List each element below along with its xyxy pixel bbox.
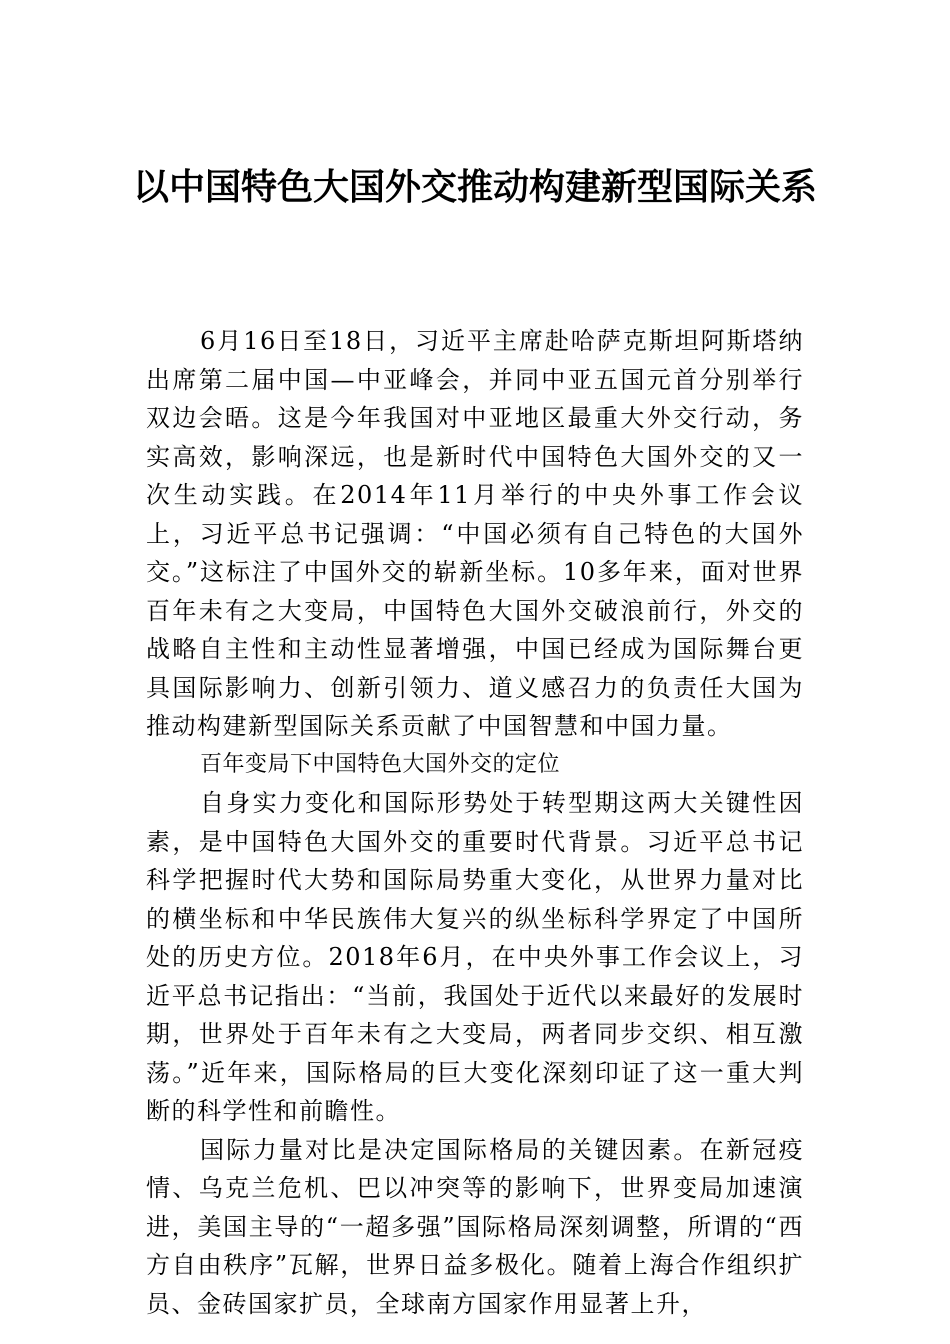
paragraph-background: 自身实力变化和国际形势处于转型期这两大关键性因素，是中国特色大国外交的重要时代背景。习近平总书记科学把握时代大势和国际局势重大变化，从世界力量对比的横坐标和中华民族伟大复兴的纵坐标科学界定了中国所处的历史方位。2018年6月，在中央外事工作会议上，习近平总书记指出：“当前，我国处于近代以来最好的发展时期，世界处于百年未有之大变局，两者同步交织、相互激荡。”近年来，国际格局的巨大变化深刻印证了这一重大判断的科学性和前瞻性。 bbox=[146, 789, 804, 1125]
document-body bbox=[146, 322, 804, 1323]
paragraph-balance-of-power: 国际力量对比是决定国际格局的关键因素。在新冠疫情、乌克兰危机、巴以冲突等的影响下，世界变局加速演进，美国主导的“一超多强”国际格局深刻调整，所谓的“西方自由秩序”瓦解，世界日益多极化。随着上海合作组织扩员、金砖国家扩员，全球南方国家作用显著上升， bbox=[146, 1135, 804, 1318]
section-heading: 百年变局下中国特色大国外交的定位 bbox=[200, 751, 561, 777]
document-title: 以中国特色大国外交推动构建新型国际关系 bbox=[132, 167, 817, 208]
paragraph-intro: 6月16日至18日，习近平主席赴哈萨克斯坦阿斯塔纳出席第二届中国—中亚峰会，并同中亚五国元首分别举行双边会晤。这是今年我国对中亚地区最重大外交行动，务实高效，影响深远，也是新时代中国特色大国外交的又一次生动实践。在2014年11月举行的中央外事工作会议上，习近平总书记强调：“中国必须有自己特色的大国外交。”这标注了中国外交的崭新坐标。10多年来，面对世界百年未有之大变局，中国特色大国外交破浪前行，外交的战略自主性和主动性显著增强，中国已经成为国际舞台更具国际影响力、创新引领力、道义感召力的负责任大国为推动构建新型国际关系贡献了中国智慧和中国力量。 bbox=[146, 327, 804, 740]
